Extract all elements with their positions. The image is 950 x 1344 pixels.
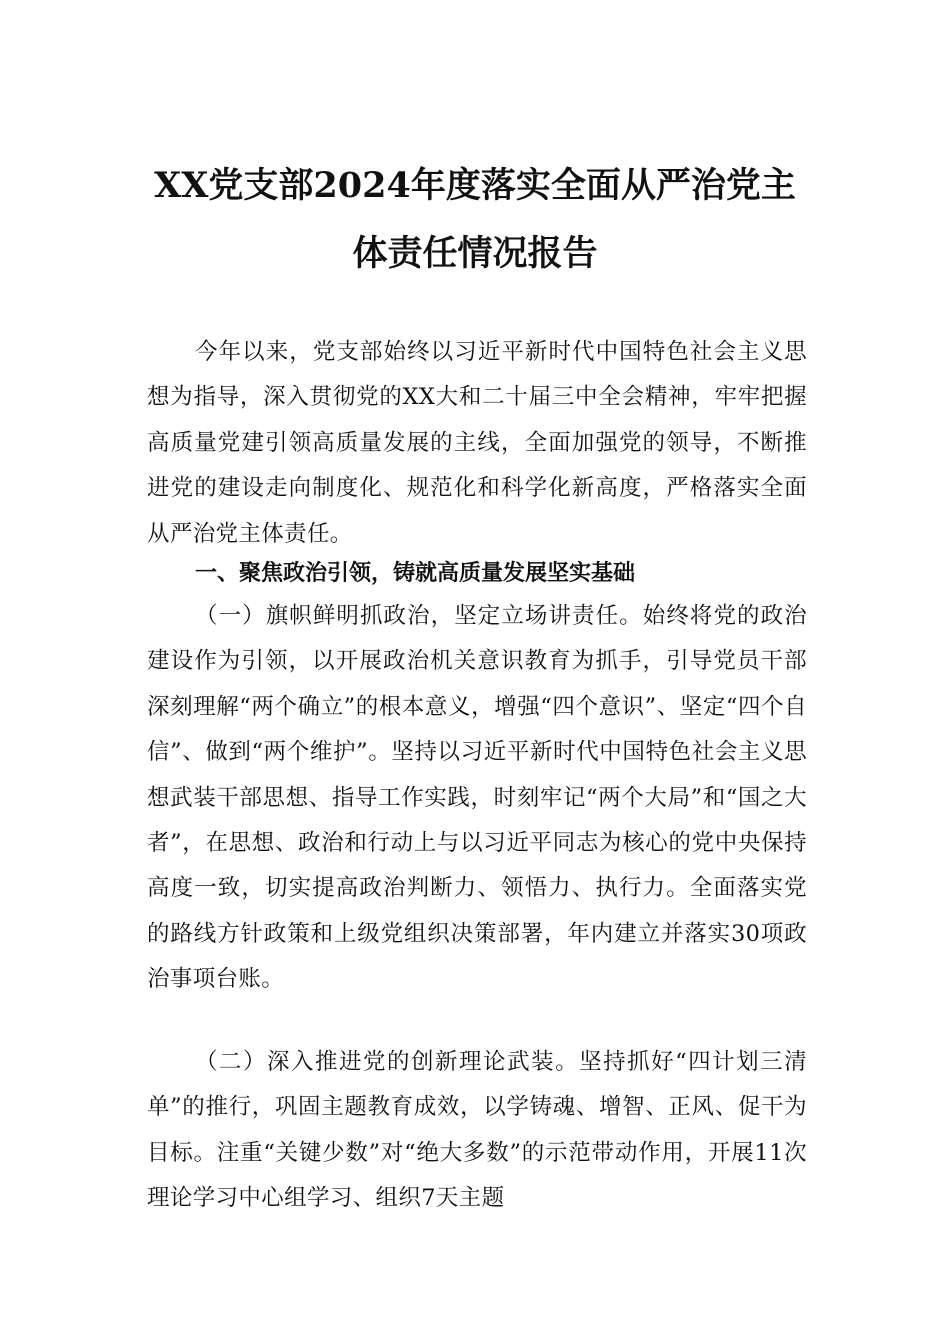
document-title-line-1: XX党支部2024年度落实全面从严治党主 xyxy=(154,165,796,206)
subsection-2-lead: （二）深入推进党的创新理论武装。 xyxy=(195,1049,580,1075)
subsection-1-body: 始终将党的政治建设作为引领，以开展政治机关意识教育为抓手，引导党员干部深刻理解“两个确立”的根本意义，增强“四个意识”、坚定“四个自信”、做到“两个维护”。坚持以习近平新时代中国特色社会主义思想武装干部思想、指导工作实践，时刻牢记“两个大局”和“国之大者”，在思想、政治和行动上与以习近平同志为核心的党中央保持高度一致，切实提高政治判断力、领悟力、执行力。全面落实党的路线方针政策和上级党组织决策部署，年内建立并落实30项政治事项台账。 xyxy=(147,603,807,993)
section-heading-1: 一、聚焦政治引领，铸就高质量发展坚实基础 xyxy=(195,561,636,586)
subsection-1-lead: （一）旗帜鲜明抓政治，坚定立场讲责任。 xyxy=(195,603,643,629)
subsection-2-body: 坚持抓好“四计划三清单”的推行，巩固主题教育成效，以学铸魂、增智、正风、促干为目标。注重“关键少数”对“绝大多数”的示范带动作用，开展11次理论学习中心组学习、组织7天主题 xyxy=(147,1049,807,1212)
subsection-2-paragraph xyxy=(147,1040,807,1222)
subsection-1-paragraph xyxy=(147,594,807,1003)
intro-paragraph: 今年以来，党支部始终以习近平新时代中国特色社会主义思想为指导，深入贯彻党的XX大和二十届三中全会精神，牢牢把握高质量党建引领高质量发展的主线，全面加强党的领导，不断推进党的建设走向制度化、规范化和科学化新高度，严格落实全面从严治党主体责任。 xyxy=(147,339,807,547)
document-title-line-2: 体责任情况报告 xyxy=(352,233,598,274)
